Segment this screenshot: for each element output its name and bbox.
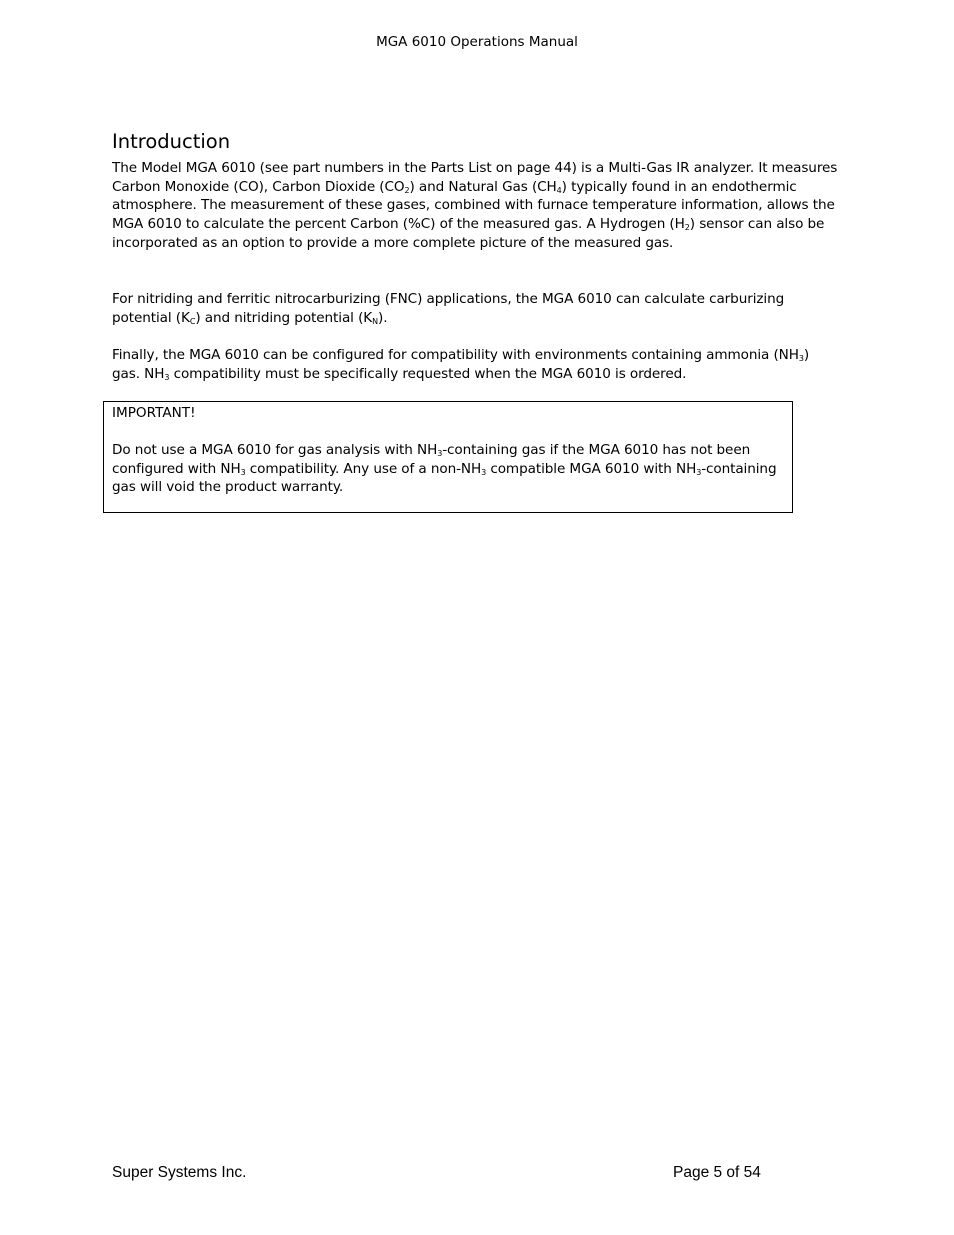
subscript: 3 [437, 449, 443, 458]
subscript: 3 [164, 372, 170, 382]
subscript: 2 [404, 185, 410, 195]
text-run: ) gas. NH [112, 347, 810, 382]
subscript: C [189, 316, 196, 326]
text-run: The Model MGA 6010 (see part numbers in the Parts List on page 44) is a Multi-Gas IR analyzer. It measures Carbon Monoxide (CO), Carbon Dioxide (CO [112, 160, 838, 195]
important-text [112, 441, 784, 497]
footer-company: Super Systems Inc. [112, 1164, 247, 1181]
important-notice-box [103, 401, 793, 513]
footer-page-number: Page 5 of 54 [673, 1164, 761, 1181]
text-run: ) and nitriding potential (K [195, 309, 373, 326]
text-run: compatibility. Any use of a non-NH [245, 460, 482, 477]
page-header: MGA 6010 Operations Manual [376, 34, 578, 50]
nitriding-paragraph [112, 290, 840, 327]
subscript: N [372, 316, 378, 326]
intro-paragraph [112, 159, 840, 253]
subscript: 3 [798, 354, 804, 363]
text-run: compatible MGA 6010 with NH [486, 460, 697, 477]
subscript: 3 [481, 467, 487, 477]
text-run: ) sensor can also be incorporated as an option to provide a more complete picture of the measured gas. [112, 216, 825, 251]
section-title: Introduction [112, 130, 231, 153]
text-run: Do not use a MGA 6010 for gas analysis with NH [112, 442, 438, 458]
text-run: ). [378, 309, 388, 326]
subscript: 3 [696, 467, 702, 477]
subscript: 2 [684, 223, 690, 233]
text-run: -containing gas will void the product warranty. [112, 460, 777, 496]
text-run: ) and Natural Gas (CH [409, 178, 557, 195]
text-run: -containing gas if the MGA 6010 has not been configured with NH [112, 442, 751, 477]
text-run: ) typically found in an endothermic atmosphere. The measurement of these gases, combined with furnace temperature information, allows the MGA 6010 to calculate the percent Carbon (%C) of the measured gas. A Hydrogen (H [112, 178, 835, 233]
subscript: 3 [240, 467, 246, 477]
important-title: IMPORTANT! [112, 405, 196, 421]
text-run: For nitriding and ferritic nitrocarburizing (FNC) applications, the MGA 6010 can calculate carburizing potential (K [112, 291, 785, 326]
subscript: 4 [556, 185, 562, 195]
text-run: compatibility must be specifically requested when the MGA 6010 is ordered. [169, 365, 687, 382]
text-run: Finally, the MGA 6010 can be configured for compatibility with environments containing ammonia (NH [112, 347, 799, 363]
ammonia-paragraph [112, 346, 840, 383]
